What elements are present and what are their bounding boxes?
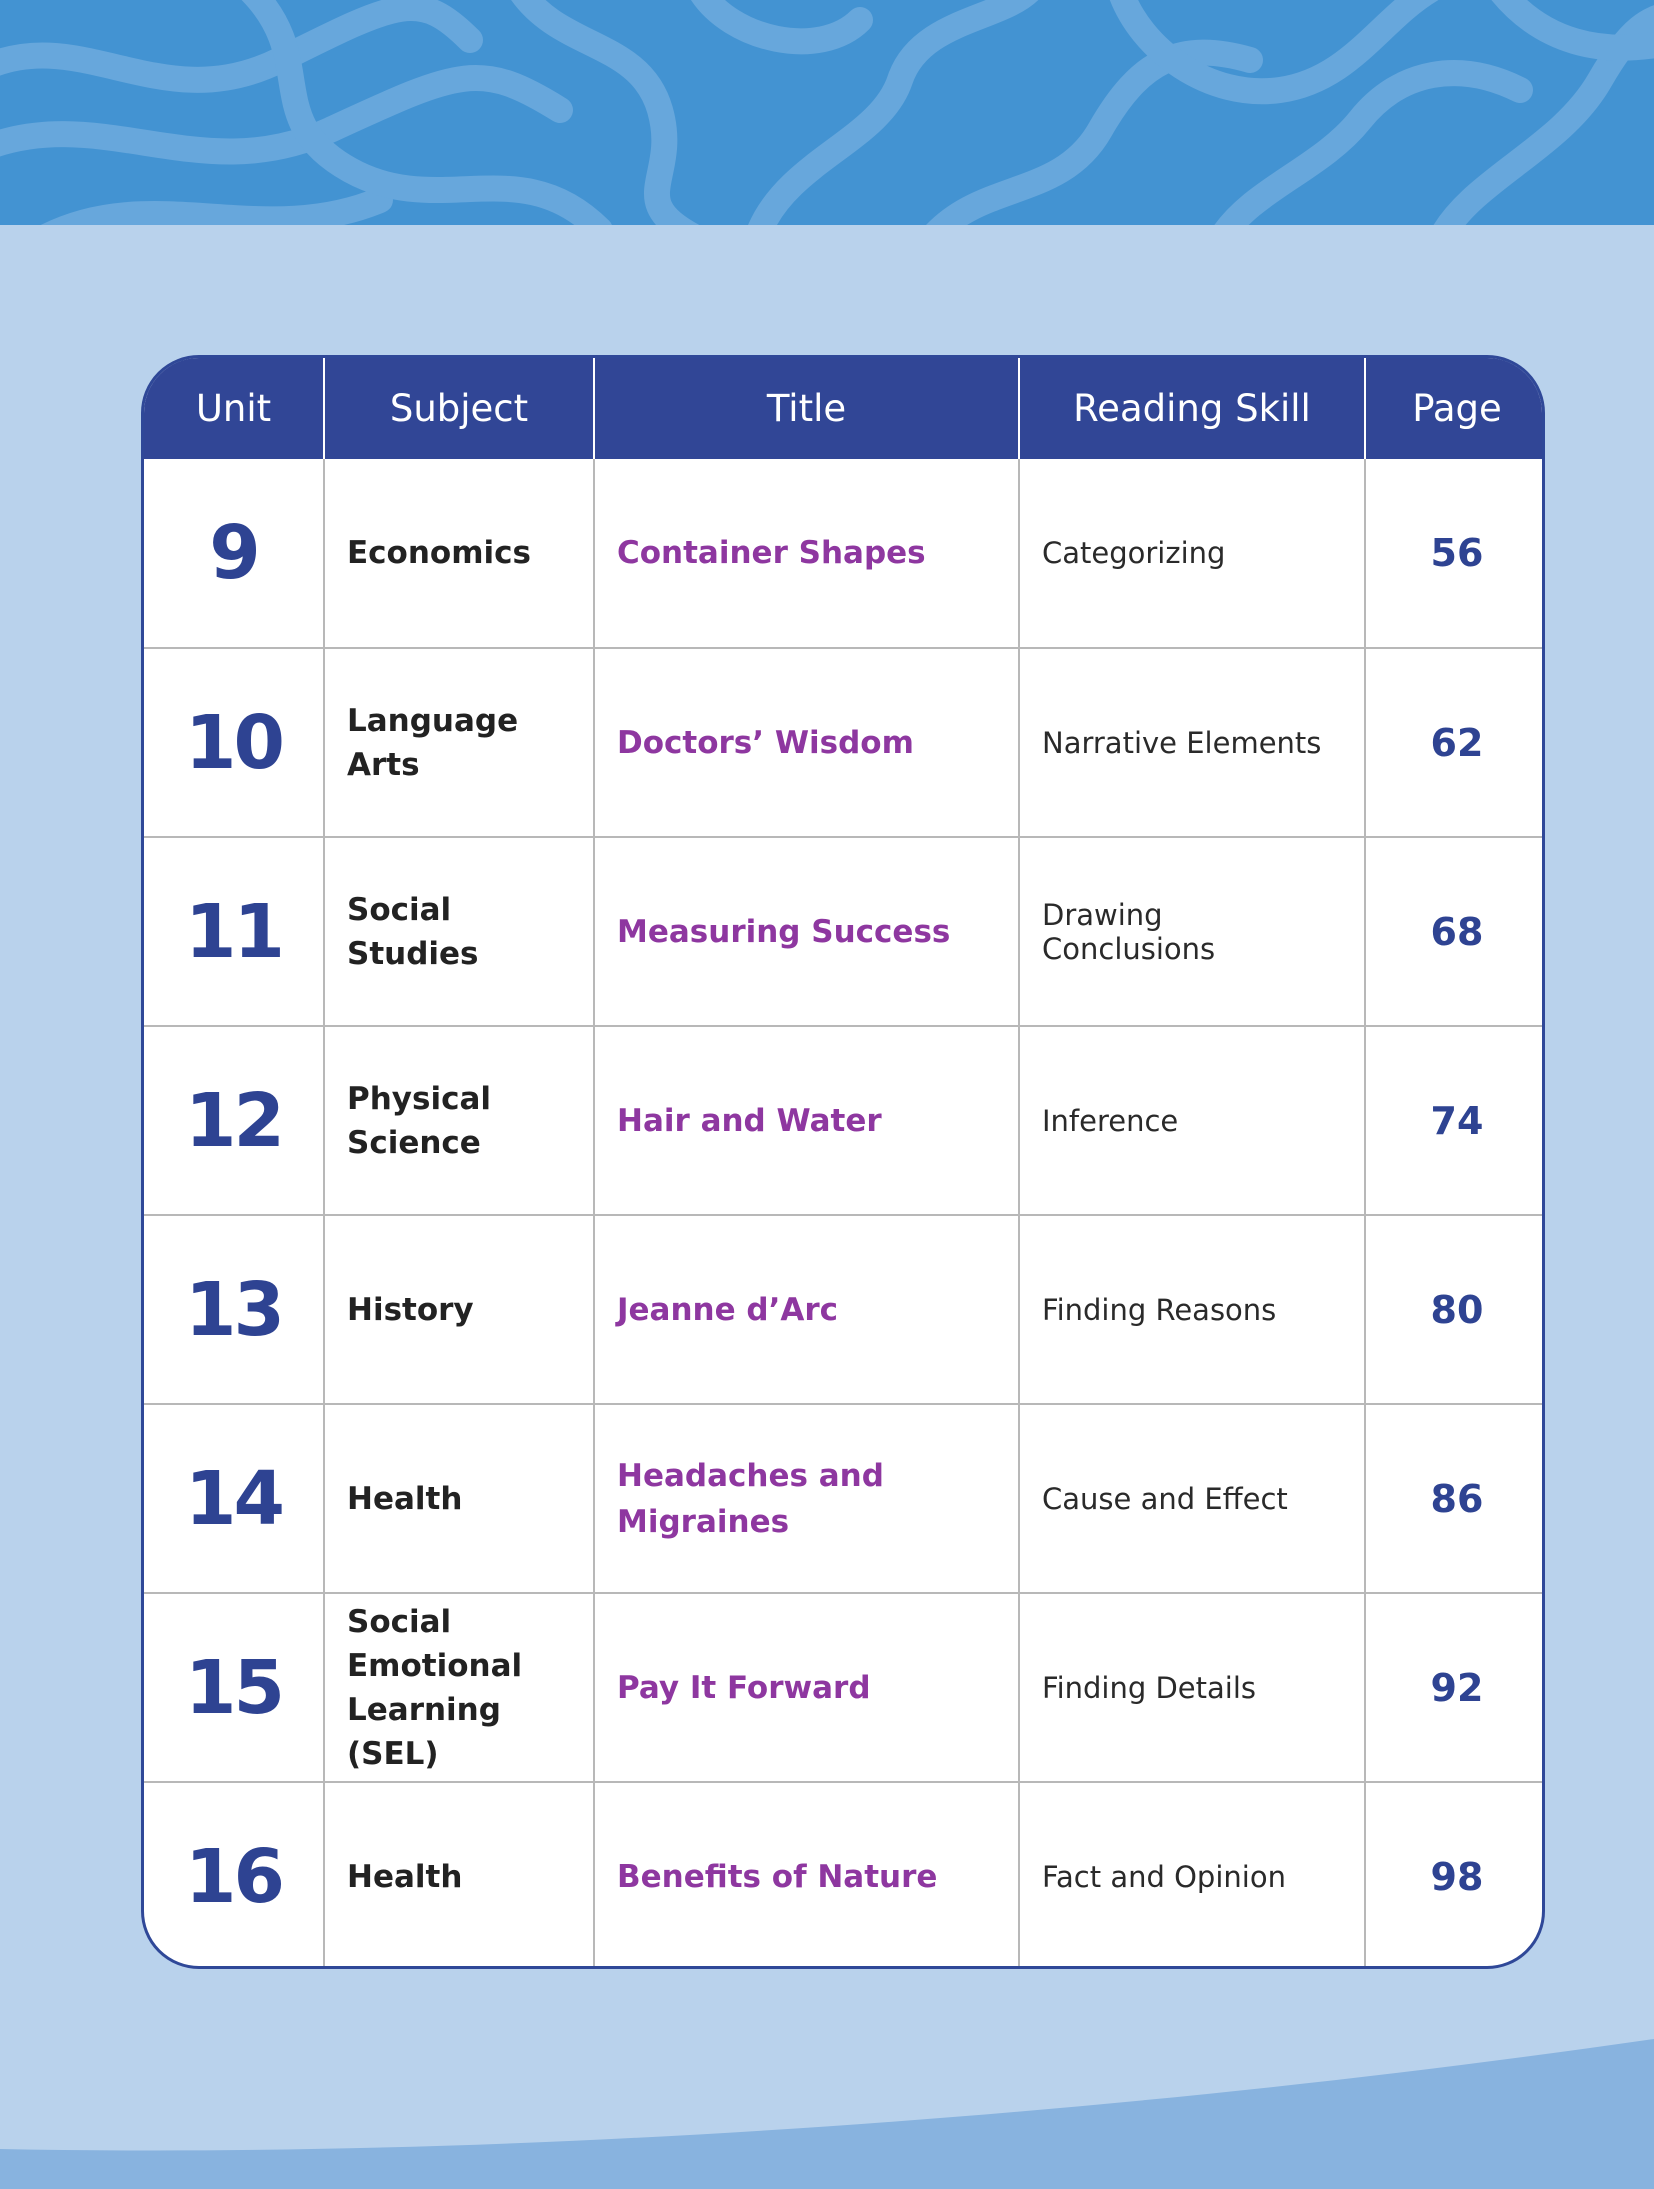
title-cell: Container Shapes [594,459,1019,648]
table-row [144,648,1545,837]
table-row [144,1782,1545,1969]
title-cell: Benefits of Nature [594,1782,1019,1969]
page-number: 80 [1365,1215,1545,1404]
page-number: 86 [1365,1404,1545,1593]
reading-skill-cell: Narrative Elements [1019,648,1365,837]
subject-cell: Economics [324,459,594,648]
table-header-row [144,358,1545,459]
subject-cell: Health [324,1404,594,1593]
title-cell: Jeanne d’Arc [594,1215,1019,1404]
table-row [144,837,1545,1026]
header-reading-skill: Reading Skill [1019,358,1365,459]
page-number: 62 [1365,648,1545,837]
unit-number: 9 [209,510,258,596]
table-row [144,1593,1545,1782]
header-subject: Subject [324,358,594,459]
page-number: 98 [1365,1782,1545,1969]
unit-number: 14 [144,1404,324,1593]
header-page: Page [1365,358,1545,459]
reading-skill-cell: Finding Reasons [1019,1215,1365,1404]
unit-number: 12 [144,1026,324,1215]
table-of-contents [141,355,1545,1969]
title-cell: Doctors’ Wisdom [594,648,1019,837]
decorative-top-band [0,0,1654,225]
subject-cell: Health [324,1782,594,1969]
unit-number: 10 [144,648,324,837]
page-number: 68 [1365,837,1545,1026]
header-title: Title [594,358,1019,459]
page-number: 56 [1365,459,1545,648]
unit-number: 15 [144,1593,324,1782]
reading-skill-cell: Finding Details [1019,1593,1365,1782]
table-row [144,1026,1545,1215]
title-cell: Hair and Water [594,1026,1019,1215]
reading-skill-cell: Categorizing [1019,459,1365,648]
subject-cell: Social Studies [324,837,594,1026]
title-cell: Headaches and Migraines [594,1404,1019,1593]
unit-number: 16 [144,1782,324,1969]
reading-skill-cell: Inference [1019,1026,1365,1215]
table-row [144,1404,1545,1593]
table-row [144,1215,1545,1404]
subject-cell: Social Emotional Learning (SEL) [324,1593,594,1782]
reading-skill-cell: Drawing Conclusions [1019,837,1365,1026]
reading-skill-cell: Cause and Effect [1019,1404,1365,1593]
title-cell: Measuring Success [594,837,1019,1026]
subject-cell: History [324,1215,594,1404]
units-table [144,358,1545,1969]
page-number: 92 [1365,1593,1545,1782]
unit-number: 11 [144,837,324,1026]
subject-cell: Language Arts [324,648,594,837]
reading-skill-cell: Fact and Opinion [1019,1782,1365,1969]
subject-cell: Physical Science [324,1026,594,1215]
table-row [144,459,1545,648]
decorative-bottom-wave [0,2009,1654,2189]
unit-number: 13 [144,1215,324,1404]
page-number: 74 [1365,1026,1545,1215]
header-unit: Unit [195,387,272,430]
title-cell: Pay It Forward [594,1593,1019,1782]
